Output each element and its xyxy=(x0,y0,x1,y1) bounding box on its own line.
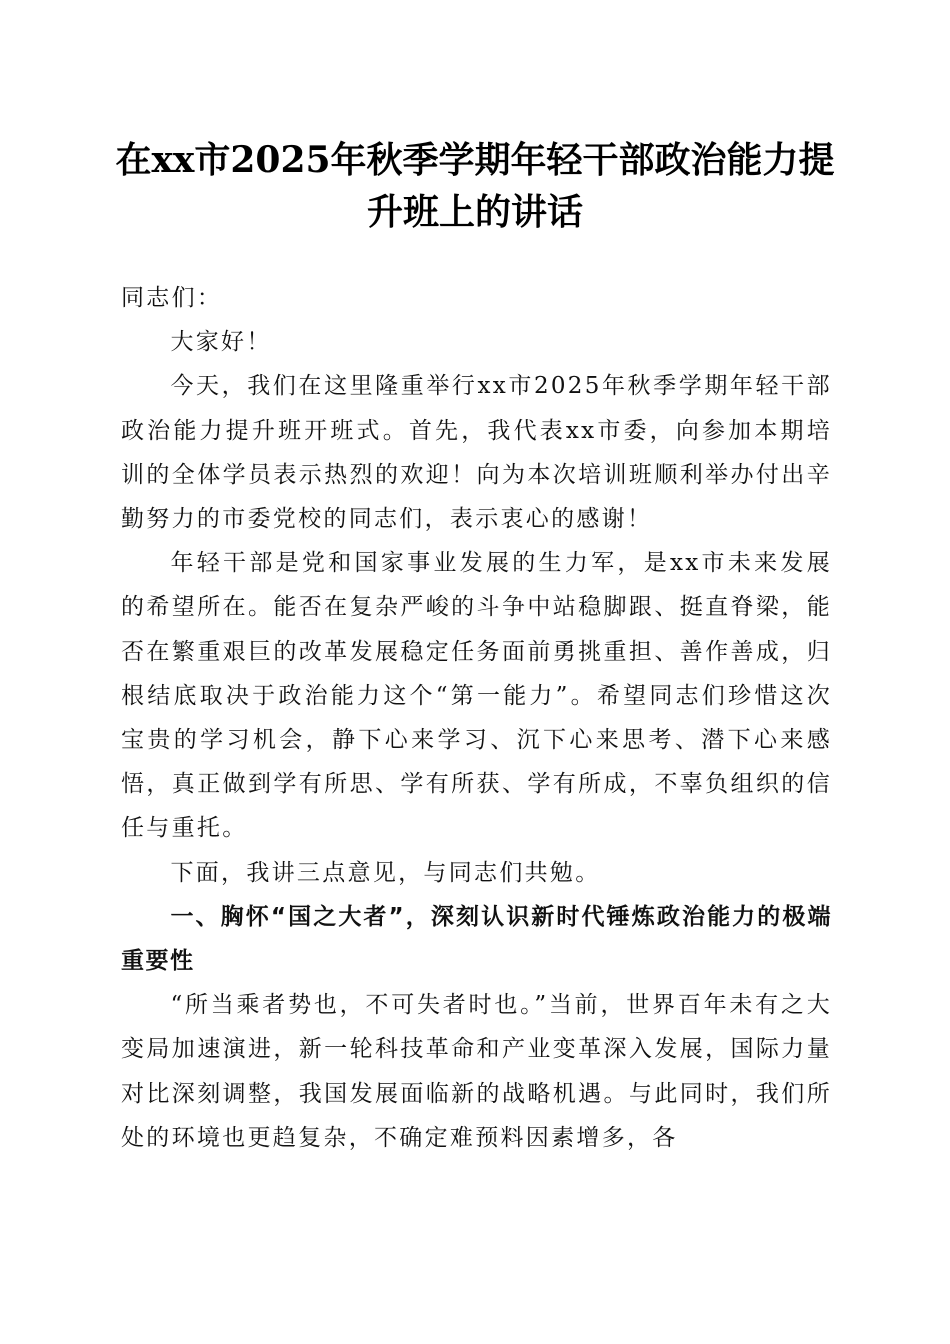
greeting-paragraph: 大家好！ xyxy=(170,329,272,356)
three-points-paragraph: 下面，我讲三点意见，与同志们共勉。 xyxy=(170,859,601,886)
section-heading: 一、胸怀“国之大者”，深刻认识新时代锤炼政治能力的极端重要性 xyxy=(121,903,832,975)
section-paragraph: “所当乘者势也，不可失者时也。”当前，世界百年未有之大变局加速演进，新一轮科技革命和产业变革深入发展，国际力量对比深刻调整，我国发展面临新的战略机遇。与此同时，我们所处的环境也更趋复杂，不确定难预料因素增多，各 xyxy=(121,992,832,1151)
document-body xyxy=(121,276,832,1160)
salutation: 同志们： xyxy=(121,285,223,311)
document-title: 在xx市2025年秋季学期年轻干部政治能力提升班上的讲话 xyxy=(115,139,835,233)
young-cadres-paragraph: 年轻干部是党和国家事业发展的生力军，是xx市未来发展的希望所在。能否在复杂严峻的斗争中站稳脚跟、挺直脊梁，能否在繁重艰巨的改革发展稳定任务面前勇挑重担、善作善成，归根结底取决于政治能力这个“第一能力”。希望同志们珍惜这次宝贵的学习机会，静下心来学习、沉下心来思考、潜下心来感悟，真正做到学有所思、学有所获、学有所成，不辜负组织的信任与重托。 xyxy=(121,550,832,842)
opening-paragraph: 今天，我们在这里隆重举行xx市2025年秋季学期年轻干部政治能力提升班开班式。首先，我代表xx市委，向参加本期培训的全体学员表示热烈的欢迎！向为本次培训班顺利举办付出辛勤努力的市委党校的同志们，表示衷心的感谢！ xyxy=(121,373,832,533)
